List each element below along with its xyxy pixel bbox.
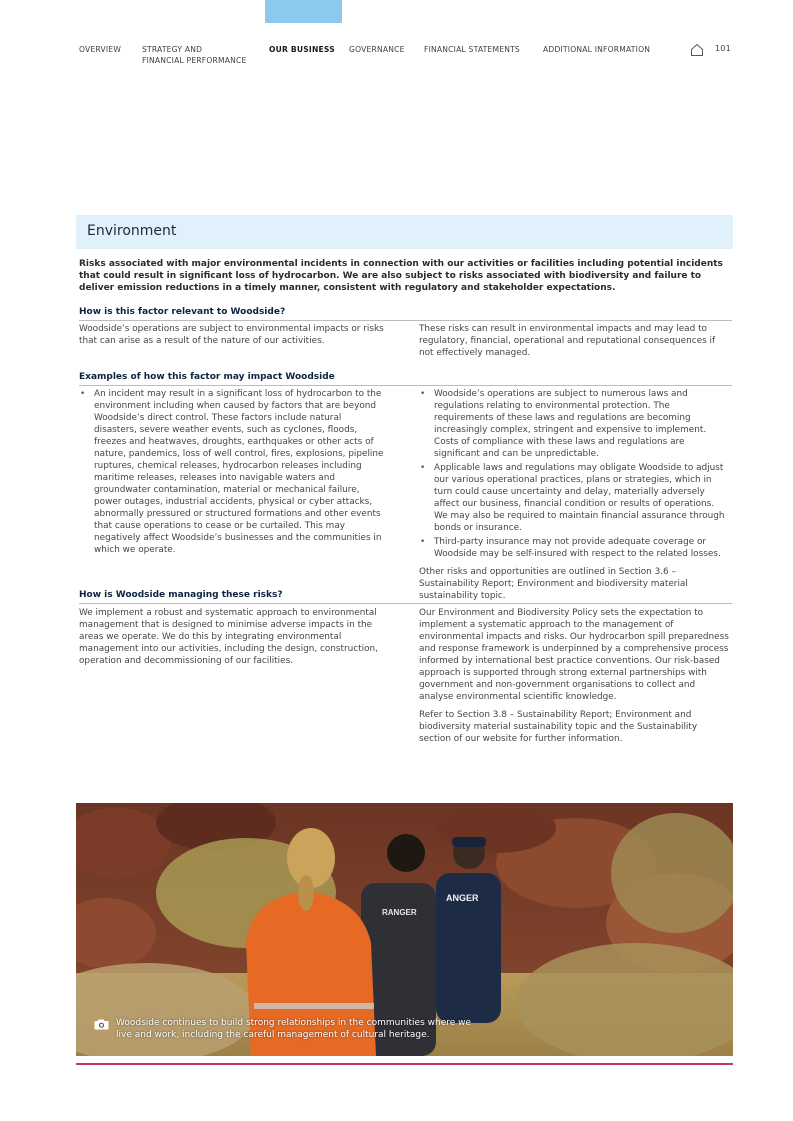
bottom-divider	[76, 1063, 733, 1065]
relevance-left-column	[79, 323, 394, 353]
managing-right-p1: Our Environment and Biodiversity Policy sets the expectation to implement a systematic approach to the management of environmental impacts and risks. Our hydrocarbon spill preparedness and response framework is underpinned by a comprehensive process informed by international best practice conventions. Our risk-based approach is supported through strong external partnerships with government and non-government organisations to collect and analyse environmental scientific knowledge.	[419, 608, 729, 702]
examples-heading: Examples of how this factor may impact Woodside	[79, 372, 732, 386]
nav-strategy-line1: STRATEGY AND	[142, 45, 203, 54]
shirt-label-back: ANGER	[446, 893, 479, 903]
examples-right-column	[419, 388, 729, 608]
top-navigation	[0, 44, 793, 74]
section-title: Environment	[87, 223, 177, 239]
examples-left-list	[79, 388, 386, 556]
nav-overview[interactable]: OVERVIEW	[79, 45, 122, 54]
rangers-photo	[76, 803, 733, 1056]
section-banner	[76, 215, 733, 249]
examples-left-column	[79, 388, 386, 558]
relevance-heading: How is this factor relevant to Woodside?	[79, 307, 732, 321]
active-tab-indicator	[265, 0, 342, 23]
nav-governance[interactable]: GOVERNANCE	[349, 45, 405, 54]
list-item: • Third-party insurance may not provide adequate coverage or Woodside may be self-insured with respect to the related losses.	[419, 536, 729, 560]
photo-caption	[94, 1017, 474, 1041]
examples-right-list	[419, 388, 729, 560]
shirt-label-middle: RANGER	[382, 908, 417, 917]
list-item: • Woodside’s operations are subject to numerous laws and regulations relating to environmental protection. The requirements of these laws and regulations are becoming increasingly complex, stringent and expensive to implement. Costs of compliance with these laws and regulations are significant and can be unpredictable.	[419, 388, 729, 460]
relevance-right-column	[419, 323, 731, 365]
photo-caption-text: Woodside continues to build strong relationships in the communities where we live and work, including the careful management of cultural heritage.	[116, 1018, 472, 1040]
managing-right-column	[419, 607, 731, 751]
list-item: • An incident may result in a significant loss of hydrocarbon to the environment including when caused by factors that are beyond Woodside’s direct control. These factors include natural disasters, severe weather events, such as cyclones, floods, freezes and heatwaves, droughts, earthquakes or other acts of nature, pandemics, loss of well control, fires, explosions, pipeline ruptures, chemical releases, hydrocarbon releases including maritime releases, releases into navigable waters and groundwater contamination, material or mechanical failure, power outages, industrial accidents, physical or cyber attacks, abnormally pressured or structured formations and other events that cause operations to cease or be curtailed. This may negatively affect Woodside’s businesses and the communities in which we operate.	[79, 388, 386, 556]
section-intro: Risks associated with major environmental incidents in connection with our activities or facilities including potential incidents that could result in significant loss of hydrocarbon. We are also subject to risks associated with biodiversity and failure to deliver emission reductions in a timely manner, consistent with regulatory and stakeholder expectations.	[79, 259, 723, 293]
nav-strategy[interactable]	[142, 44, 247, 66]
examples-right-note: Other risks and opportunities are outlined in Section 3.6 – Sustainability Report; Environment and biodiversity material sustainability topic.	[419, 567, 688, 601]
page-number: 101	[715, 44, 731, 53]
nav-strategy-line2: FINANCIAL PERFORMANCE	[142, 56, 247, 65]
nav-our-business[interactable]: OUR BUSINESS	[269, 45, 335, 54]
camera-icon	[94, 1019, 109, 1030]
managing-heading: How is Woodside managing these risks?	[79, 590, 732, 604]
home-icon[interactable]	[690, 43, 704, 57]
nav-financial-statements[interactable]: FINANCIAL STATEMENTS	[424, 45, 520, 54]
nav-additional-information[interactable]: ADDITIONAL INFORMATION	[543, 45, 651, 54]
managing-left-column	[79, 607, 389, 673]
relevance-left-text: Woodside’s operations are subject to environmental impacts or risks that can arise as a result of the nature of our activities.	[79, 324, 384, 346]
managing-right-p2: Refer to Section 3.8 – Sustainability Report; Environment and biodiversity material sustainability topic and the Sustainability section of our website for further information.	[419, 710, 698, 744]
managing-left-text: We implement a robust and systematic approach to environmental management that is designed to minimise adverse impacts in the areas we operate. We do this by integrating environmental management into our activities, including the design, construction, operation and decommissioning of our facilities.	[79, 608, 378, 666]
list-item: • Applicable laws and regulations may obligate Woodside to adjust our various operational practices, plans or strategies, which in turn could cause uncertainty and delay, materially adversely affect our business, financial condition or results of operations. We may also be required to maintain financial assurance through bonds or insurance.	[419, 462, 729, 534]
relevance-right-text: These risks can result in environmental impacts and may lead to regulatory, financial, operational and reputational consequences if not effectively managed.	[419, 324, 716, 358]
